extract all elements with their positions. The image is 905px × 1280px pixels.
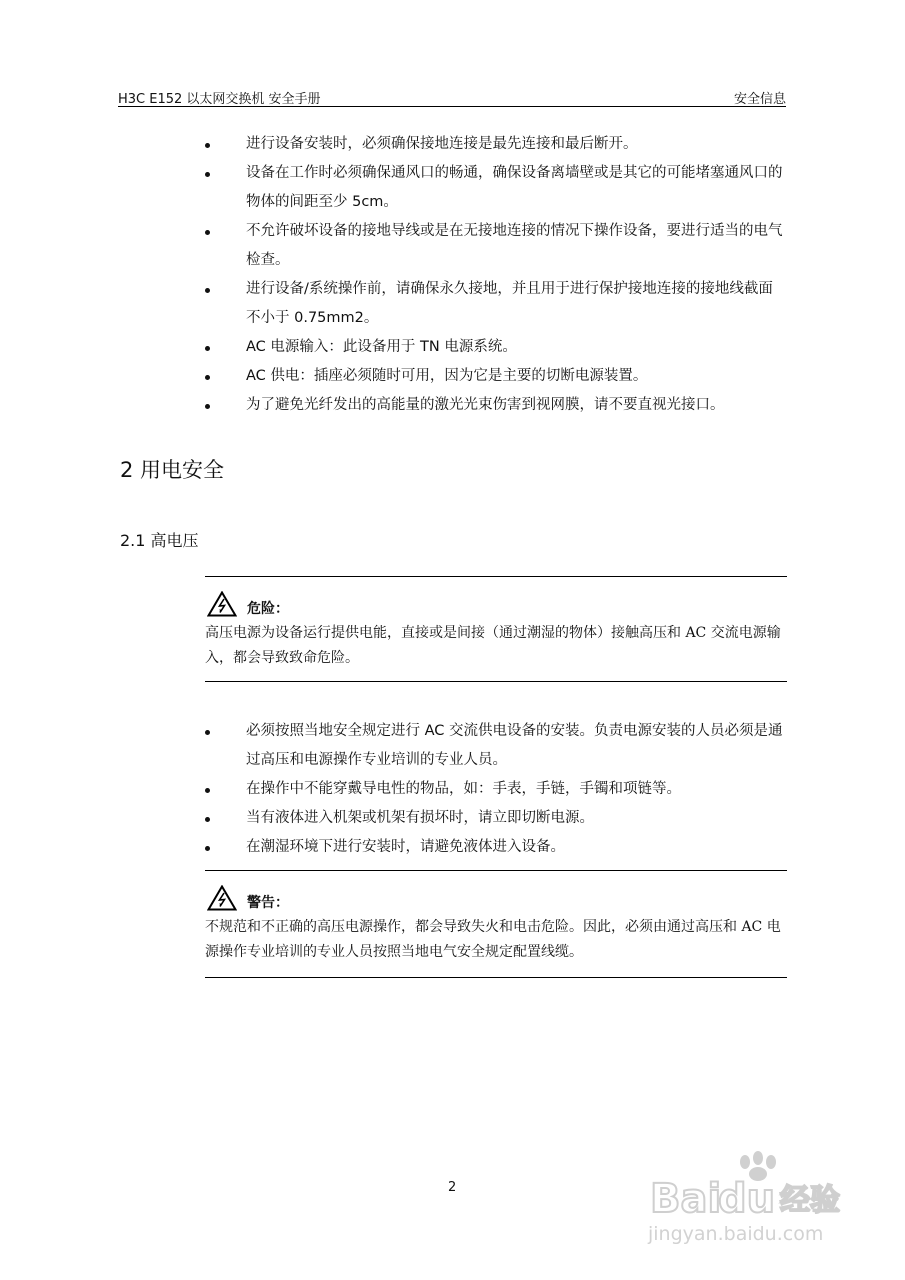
bullet-icon bbox=[205, 788, 210, 793]
page-header bbox=[118, 86, 786, 107]
watermark-label: 经验 bbox=[780, 1183, 840, 1218]
bullet-icon bbox=[205, 288, 210, 293]
bullet-icon bbox=[205, 404, 210, 409]
page-number: 2 bbox=[448, 1180, 457, 1195]
subsection-heading: 2.1 高电压 bbox=[120, 531, 199, 550]
watermark-logo-icon bbox=[640, 1150, 870, 1250]
high-voltage-warning-icon bbox=[207, 591, 237, 617]
header-title: H3C E152 以太网交换机 安全手册 bbox=[118, 92, 321, 107]
bullet-icon bbox=[205, 143, 210, 148]
bullet-icon bbox=[205, 846, 210, 851]
list-item: 进行设备/系统操作前，请确保永久接地，并且用于进行保护接地连接的接地线截面不小于 0.75mm2。 bbox=[207, 275, 787, 333]
list-item: 必须按照当地安全规定进行 AC 交流供电设备的安装。负责电源安装的人员必须是通过高压和电源操作专业培训的专业人员。 bbox=[207, 717, 787, 775]
bullet-icon bbox=[205, 172, 210, 177]
safety-bullet-list-2 bbox=[207, 717, 787, 862]
safety-bullet-list-1 bbox=[207, 130, 787, 420]
danger-title: 危险： bbox=[247, 601, 289, 617]
baidu-jingyan-watermark bbox=[640, 1150, 870, 1250]
warning-title: 警告： bbox=[247, 895, 289, 911]
list-item: 在潮湿环境下进行安装时，请避免液体进入设备。 bbox=[207, 833, 787, 862]
watermark-brand-2: du bbox=[718, 1176, 776, 1222]
watermark-url: jingyan.baidu.com bbox=[648, 1223, 824, 1245]
list-item: AC 电源输入：此设备用于 TN 电源系统。 bbox=[207, 333, 787, 362]
list-item: AC 供电：插座必须随时可用，因为它是主要的切断电源装置。 bbox=[207, 362, 787, 391]
bullet-icon bbox=[205, 817, 210, 822]
list-item: 进行设备安装时，必须确保接地连接是最先连接和最后断开。 bbox=[207, 130, 787, 159]
list-item: 为了避免光纤发出的高能量的激光光束伤害到视网膜，请不要直视光接口。 bbox=[207, 391, 787, 420]
bullet-icon bbox=[205, 230, 210, 235]
list-item: 当有液体进入机架或机架有损坏时，请立即切断电源。 bbox=[207, 804, 787, 833]
high-voltage-warning-icon bbox=[207, 885, 237, 911]
bullet-icon bbox=[205, 346, 210, 351]
warning-notice bbox=[205, 870, 787, 978]
list-item: 在操作中不能穿戴导电性的物品，如：手表，手链，手镯和项链等。 bbox=[207, 775, 787, 804]
list-item: 设备在工作时必须确保通风口的畅通，确保设备离墙壁或是其它的可能堵塞通风口的物体的间距至少 5cm。 bbox=[207, 159, 787, 217]
header-section: 安全信息 bbox=[733, 92, 786, 107]
bullet-icon bbox=[205, 730, 210, 735]
bullet-icon bbox=[205, 375, 210, 380]
section-heading: 2 用电安全 bbox=[120, 458, 225, 482]
watermark-brand: Bai bbox=[650, 1176, 722, 1222]
danger-notice bbox=[205, 576, 787, 682]
danger-body: 高压电源为设备运行提供电能，直接或是间接（通过潮湿的物体）接触高压和 AC 交流电源输入，都会导致致命危险。 bbox=[205, 625, 781, 666]
list-item: 不允许破坏设备的接地导线或是在无接地连接的情况下操作设备，要进行适当的电气检查。 bbox=[207, 217, 787, 275]
warning-body: 不规范和不正确的高压电源操作，都会导致失火和电击危险。因此，必须由通过高压和 AC 电源操作专业培训的专业人员按照当地电气安全规定配置线缆。 bbox=[205, 919, 781, 960]
